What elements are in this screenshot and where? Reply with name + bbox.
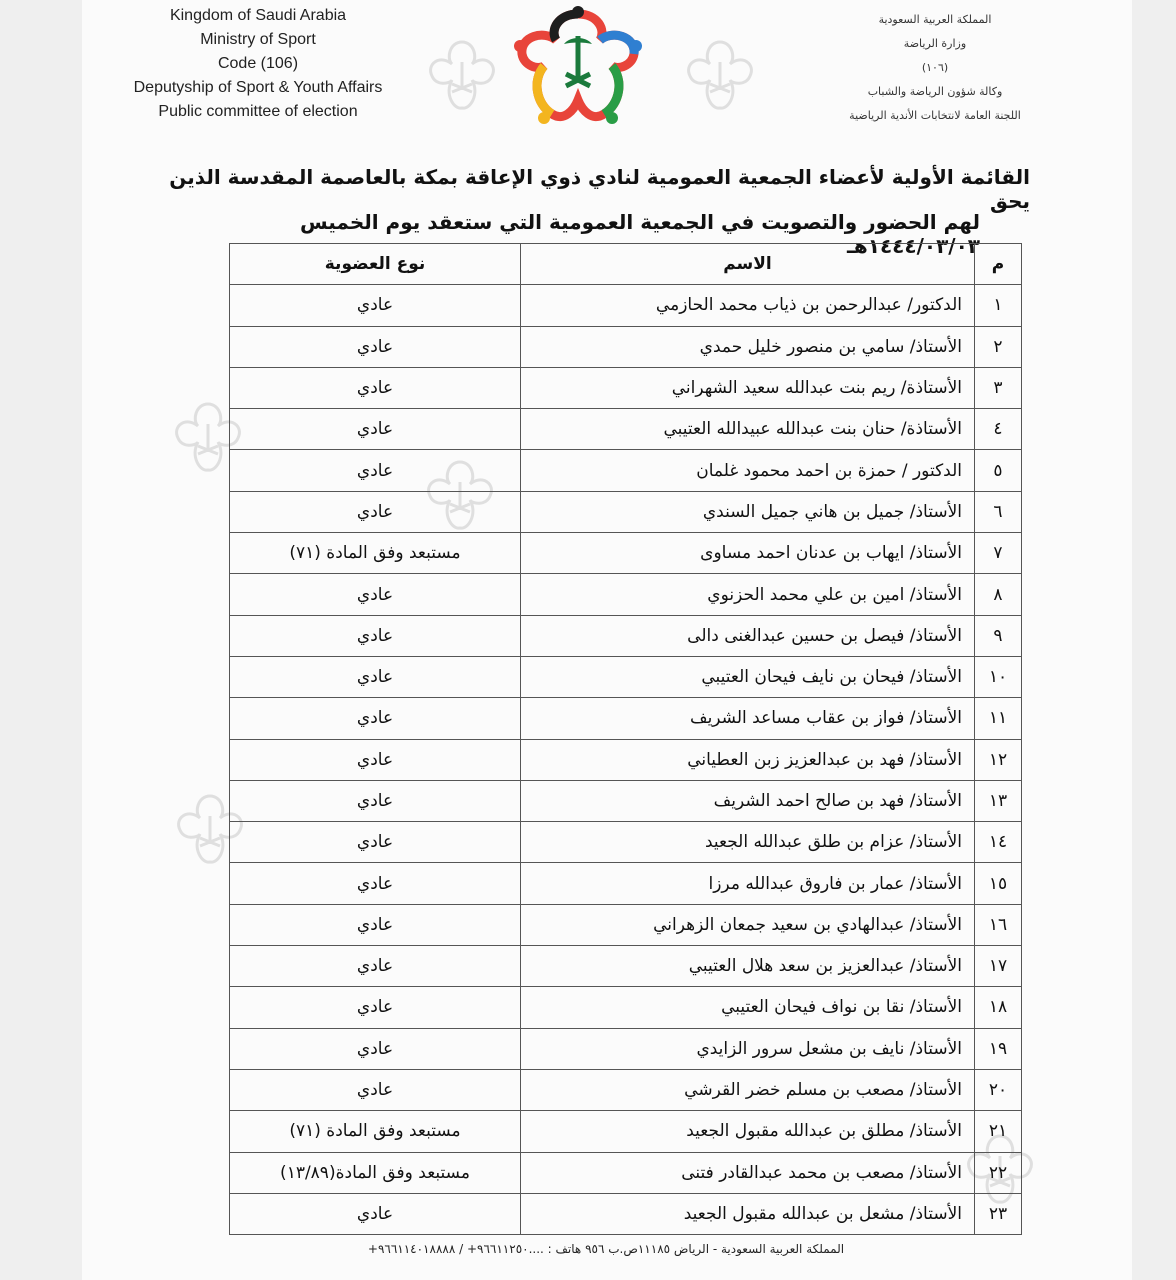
table-row bbox=[230, 533, 1022, 574]
table-row bbox=[230, 739, 1022, 780]
table-body bbox=[230, 285, 1022, 1235]
member-name: الأستاذ/ جميل بن هاني جميل السندي bbox=[521, 491, 975, 532]
header-name: الاسم bbox=[521, 244, 975, 285]
table-row bbox=[230, 326, 1022, 367]
document-title-line-2: لهم الحضور والتصويت في الجمعية العمومية التي ستعقد يوم الخميس ١٤٤٤/٠٣/٠٣هـ bbox=[299, 210, 980, 258]
header-arabic bbox=[820, 8, 1050, 128]
table-row bbox=[230, 1111, 1022, 1152]
table-row bbox=[230, 698, 1022, 739]
member-name: الأستاذ/ نايف بن مشعل سرور الزايدي bbox=[521, 1028, 975, 1069]
table-row bbox=[230, 367, 1022, 408]
table-row bbox=[230, 946, 1022, 987]
membership-type: عادي bbox=[230, 863, 521, 904]
membership-type: عادي bbox=[230, 822, 521, 863]
table-row bbox=[230, 987, 1022, 1028]
table-row bbox=[230, 409, 1022, 450]
row-number: ١٦ bbox=[975, 904, 1022, 945]
watermark-seal-icon bbox=[422, 36, 502, 116]
row-number: ١٣ bbox=[975, 780, 1022, 821]
row-number: ١ bbox=[975, 285, 1022, 326]
row-number: ٢٢ bbox=[975, 1152, 1022, 1193]
table-row bbox=[230, 1152, 1022, 1193]
row-number: ٢٣ bbox=[975, 1193, 1022, 1234]
member-name: الأستاذ/ فيصل بن حسين عبدالغنى دالى bbox=[521, 615, 975, 656]
member-name: الأستاذ/ فواز بن عقاب مساعد الشريف bbox=[521, 698, 975, 739]
header-ar-line: وزارة الرياضة bbox=[903, 37, 967, 50]
table-row bbox=[230, 904, 1022, 945]
header-en-line: Kingdom of Saudi Arabia bbox=[169, 7, 347, 24]
row-number: ٢ bbox=[975, 326, 1022, 367]
table-row bbox=[230, 491, 1022, 532]
row-number: ١٩ bbox=[975, 1028, 1022, 1069]
membership-type: عادي bbox=[230, 326, 521, 367]
membership-type: عادي bbox=[230, 409, 521, 450]
membership-type: مستبعد وفق المادة (٧١) bbox=[230, 1111, 521, 1152]
row-number: ١٥ bbox=[975, 863, 1022, 904]
row-number: ٥ bbox=[975, 450, 1022, 491]
row-number: ٢١ bbox=[975, 1111, 1022, 1152]
membership-type: عادي bbox=[230, 450, 521, 491]
table-row bbox=[230, 863, 1022, 904]
membership-type: عادي bbox=[230, 698, 521, 739]
header-ar-line: (١٠٦) bbox=[921, 61, 949, 74]
row-number: ٣ bbox=[975, 367, 1022, 408]
sports-ministry-logo-icon bbox=[508, 0, 648, 130]
table-row bbox=[230, 285, 1022, 326]
table-row bbox=[230, 574, 1022, 615]
membership-type: عادي bbox=[230, 285, 521, 326]
member-name: الأستاذ/ عبدالعزيز بن سعد هلال العتيبي bbox=[521, 946, 975, 987]
row-number: ١٤ bbox=[975, 822, 1022, 863]
document-title-line-1: القائمة الأولية لأعضاء الجمعية العمومية لنادي ذوي الإعاقة بمكة بالعاصمة المقدسة الذين يحق bbox=[169, 165, 1030, 213]
member-name: الدكتور/ عبدالرحمن بن ذياب محمد الحازمي bbox=[521, 285, 975, 326]
membership-type: عادي bbox=[230, 656, 521, 697]
membership-type: عادي bbox=[230, 946, 521, 987]
membership-type: مستبعد وفق المادة(١٣/٨٩) bbox=[230, 1152, 521, 1193]
header-english bbox=[108, 4, 408, 124]
membership-type: عادي bbox=[230, 615, 521, 656]
membership-type: عادي bbox=[230, 1069, 521, 1110]
member-name: الأستاذ/ سامي بن منصور خليل حمدي bbox=[521, 326, 975, 367]
row-number: ١١ bbox=[975, 698, 1022, 739]
header-ar-line: اللجنة العامة لانتخابات الأندية الرياضية bbox=[849, 109, 1021, 122]
table-row bbox=[230, 1069, 1022, 1110]
membership-type: عادي bbox=[230, 904, 521, 945]
table-row bbox=[230, 1028, 1022, 1069]
row-number: ٤ bbox=[975, 409, 1022, 450]
row-number: ٨ bbox=[975, 574, 1022, 615]
header-type: نوع العضوية bbox=[230, 244, 521, 285]
header-en-line: Public committee of election bbox=[158, 103, 358, 120]
membership-type: عادي bbox=[230, 367, 521, 408]
membership-type: عادي bbox=[230, 987, 521, 1028]
footer-address: المملكة العربية السعودية - الرياض ١١١٨٥ص.ب ٩٥٦ هاتف : ....٩٦٦١١٢٥٠+ / ٩٦٦١١٤٠١٨٨٨٨+ bbox=[367, 1242, 845, 1256]
membership-type: عادي bbox=[230, 739, 521, 780]
member-name: الأستاذ/ ايهاب بن عدنان احمد مساوى bbox=[521, 533, 975, 574]
table-row bbox=[230, 615, 1022, 656]
member-name: الأستاذ/ عمار بن فاروق عبدالله مرزا bbox=[521, 863, 975, 904]
table-row bbox=[230, 780, 1022, 821]
header-ar-line: وكالة شؤون الرياضة والشباب bbox=[867, 85, 1003, 98]
table-row bbox=[230, 656, 1022, 697]
members-table bbox=[229, 243, 1022, 1235]
member-name: الأستاذ/ مشعل بن عبدالله مقبول الجعيد bbox=[521, 1193, 975, 1234]
table-row bbox=[230, 450, 1022, 491]
table-row bbox=[230, 1193, 1022, 1234]
member-name: الأستاذ/ فهد بن صالح احمد الشريف bbox=[521, 780, 975, 821]
table-header-row bbox=[230, 244, 1022, 285]
row-number: ٦ bbox=[975, 491, 1022, 532]
membership-type: عادي bbox=[230, 1028, 521, 1069]
row-number: ٩ bbox=[975, 615, 1022, 656]
header-num: م bbox=[975, 244, 1022, 285]
member-name: الأستاذ/ فهد بن عبدالعزيز زبن العطياني bbox=[521, 739, 975, 780]
membership-type: عادي bbox=[230, 491, 521, 532]
row-number: ١٨ bbox=[975, 987, 1022, 1028]
header-ar-line: المملكة العربية السعودية bbox=[878, 13, 992, 26]
header-en-line: Deputyship of Sport & Youth Affairs bbox=[133, 79, 383, 96]
member-name: الأستاذ/ فيحان بن نايف فيحان العتيبي bbox=[521, 656, 975, 697]
member-name: الأستاذ/ امين بن علي محمد الحزنوي bbox=[521, 574, 975, 615]
watermark-seal-icon bbox=[680, 36, 760, 116]
member-name: الأستاذة/ حنان بنت عبدالله عبيدالله العتيبي bbox=[521, 409, 975, 450]
membership-type: مستبعد وفق المادة (٧١) bbox=[230, 533, 521, 574]
member-name: الأستاذ/ مصعب بن محمد عبدالقادر فتنى bbox=[521, 1152, 975, 1193]
row-number: ١٢ bbox=[975, 739, 1022, 780]
member-name: الأستاذ/ عزام بن طلق عبدالله الجعيد bbox=[521, 822, 975, 863]
member-name: الأستاذ/ مصعب بن مسلم خضر القرشي bbox=[521, 1069, 975, 1110]
row-number: ٢٠ bbox=[975, 1069, 1022, 1110]
member-name: الأستاذ/ عبدالهادي بن سعيد جمعان الزهراني bbox=[521, 904, 975, 945]
row-number: ٧ bbox=[975, 533, 1022, 574]
table-row bbox=[230, 822, 1022, 863]
member-name: الدكتور / حمزة بن احمد محمود غلمان bbox=[521, 450, 975, 491]
member-name: الأستاذة/ ريم بنت عبدالله سعيد الشهراني bbox=[521, 367, 975, 408]
header-en-line: Code (106) bbox=[217, 55, 299, 72]
membership-type: عادي bbox=[230, 1193, 521, 1234]
member-name: الأستاذ/ نقا بن نواف فيحان العتيبي bbox=[521, 987, 975, 1028]
membership-type: عادي bbox=[230, 574, 521, 615]
membership-type: عادي bbox=[230, 780, 521, 821]
member-name: الأستاذ/ مطلق بن عبدالله مقبول الجعيد bbox=[521, 1111, 975, 1152]
row-number: ١٧ bbox=[975, 946, 1022, 987]
row-number: ١٠ bbox=[975, 656, 1022, 697]
header-en-line: Ministry of Sport bbox=[200, 31, 316, 48]
